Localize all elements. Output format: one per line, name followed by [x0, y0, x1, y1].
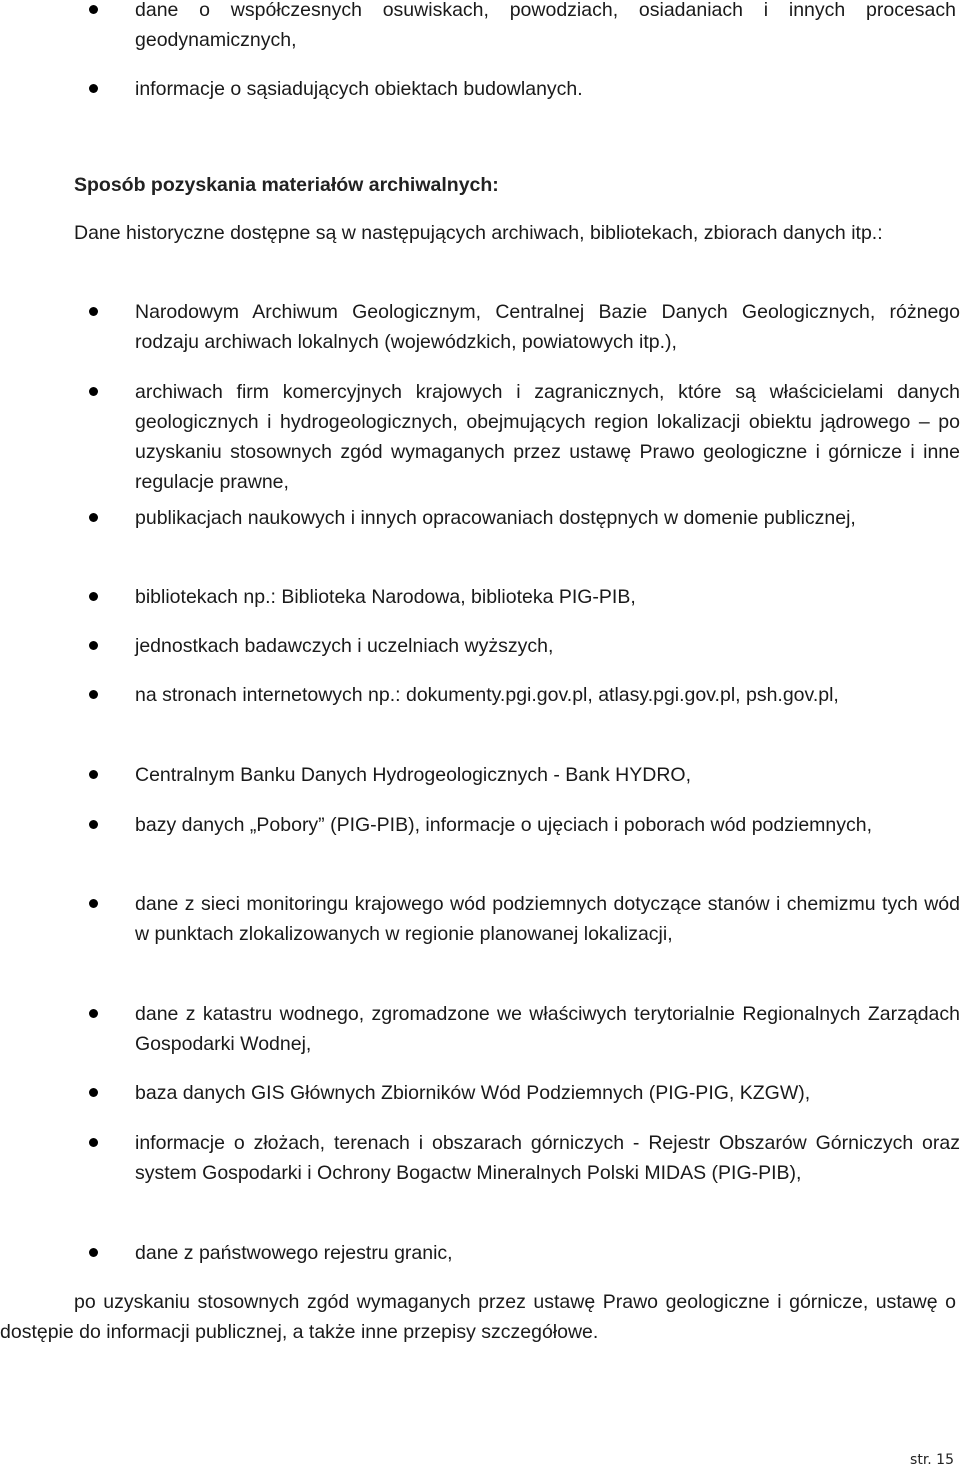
bullet-icon — [89, 1009, 98, 1018]
list-item — [0, 810, 960, 840]
list-item — [0, 1128, 960, 1188]
bullet-icon — [89, 387, 98, 396]
bullet-icon — [89, 690, 98, 699]
bullet-icon — [89, 1138, 98, 1147]
bullet-icon — [89, 1248, 98, 1257]
list-item-text: Centralnym Banku Danych Hydrogeologicznych - Bank HYDRO, — [135, 764, 691, 786]
bullet-icon — [89, 307, 98, 316]
list-item-text: dane o współczesnych osuwiskach, powodziach, osiadaniach i innych procesach geodynamicznych, — [135, 0, 956, 51]
list-item — [0, 760, 960, 790]
list-item-text: baza danych GIS Głównych Zbiorników Wód Podziemnych (PIG-PIG, KZGW), — [135, 1082, 811, 1104]
list-item-text: dane z katastru wodnego, zgromadzone we właściwych terytorialnie Regionalnych Zarządach Gospodarki Wodnej, — [135, 1003, 960, 1055]
list-item — [0, 999, 960, 1059]
bullet-icon — [89, 820, 98, 829]
bullet-icon — [89, 770, 98, 779]
list-item — [0, 631, 960, 661]
list-item-text: na stronach internetowych np.: dokumenty.pgi.gov.pl, atlasy.pgi.gov.pl, psh.gov.pl, — [135, 684, 839, 706]
list-item — [0, 503, 960, 533]
list-item — [0, 377, 960, 497]
closing-paragraph: po uzyskaniu stosownych zgód wymaganych przez ustawę Prawo geologiczne i górnicze, ustawę o dostępie do informacji publicznej, a także inne przepisy szczegółowe. — [0, 1291, 956, 1343]
list-item — [0, 680, 960, 710]
list-item — [0, 1078, 960, 1108]
list-item-text: informacje o sąsiadujących obiektach budowlanych. — [135, 78, 583, 100]
section-heading: Sposób pozyskania materiałów archiwalnych: — [74, 174, 499, 196]
top-bullet-list — [0, 0, 960, 104]
intro-paragraph: Dane historyczne dostępne są w następujących archiwach, bibliotekach, zbiorach danych itp.: — [74, 222, 883, 244]
page-number: str. 15 — [910, 1452, 954, 1468]
list-item-text: publikacjach naukowych i innych opracowaniach dostępnych w domenie publicznej, — [135, 507, 856, 529]
list-item-text: jednostkach badawczych i uczelniach wyższych, — [135, 635, 554, 657]
bullet-icon — [89, 1088, 98, 1097]
list-item-text: bibliotekach np.: Biblioteka Narodowa, biblioteka PIG-PIB, — [135, 586, 636, 608]
list-item-text: Narodowym Archiwum Geologicznym, Centralnej Bazie Danych Geologicznych, różnego rodzaju archiwach lokalnych (wojewódzkich, powiatowych itp.), — [135, 301, 960, 353]
list-item-text: informacje o złożach, terenach i obszarach górniczych - Rejestr Obszarów Górniczych oraz system Gospodarki i Ochrony Bogactw Mineralnych Polski MIDAS (PIG-PIB), — [135, 1132, 960, 1184]
bullet-icon — [89, 84, 98, 93]
list-item — [0, 297, 960, 357]
list-item — [0, 1238, 960, 1268]
bullet-icon — [89, 641, 98, 650]
bullet-icon — [89, 5, 98, 14]
list-item — [0, 889, 960, 949]
list-item-text: bazy danych „Pobory” (PIG-PIB), informacje o ujęciach i poborach wód podziemnych, — [135, 814, 873, 836]
bullet-icon — [89, 899, 98, 908]
list-item — [0, 582, 960, 612]
list-item — [0, 74, 960, 104]
bullet-icon — [89, 513, 98, 522]
list-item — [0, 0, 960, 55]
list-item-text: dane z państwowego rejestru granic, — [135, 1242, 453, 1264]
list-item-text: archiwach firm komercyjnych krajowych i zagranicznych, które są właścicielami danych geologicznych i hydrogeologicznych, obejmujących region lokalizacji obiektu jądrowego – po uzyskaniu stosownych zgód wymaganych przez ustawę Prawo geologiczne i górnicze i inne regulacje prawne, — [135, 381, 960, 493]
bullet-icon — [89, 592, 98, 601]
list-item-text: dane z sieci monitoringu krajowego wód podziemnych dotyczące stanów i chemizmu tych wód w punktach zlokalizowanych w regionie planowanej lokalizacji, — [135, 893, 960, 945]
